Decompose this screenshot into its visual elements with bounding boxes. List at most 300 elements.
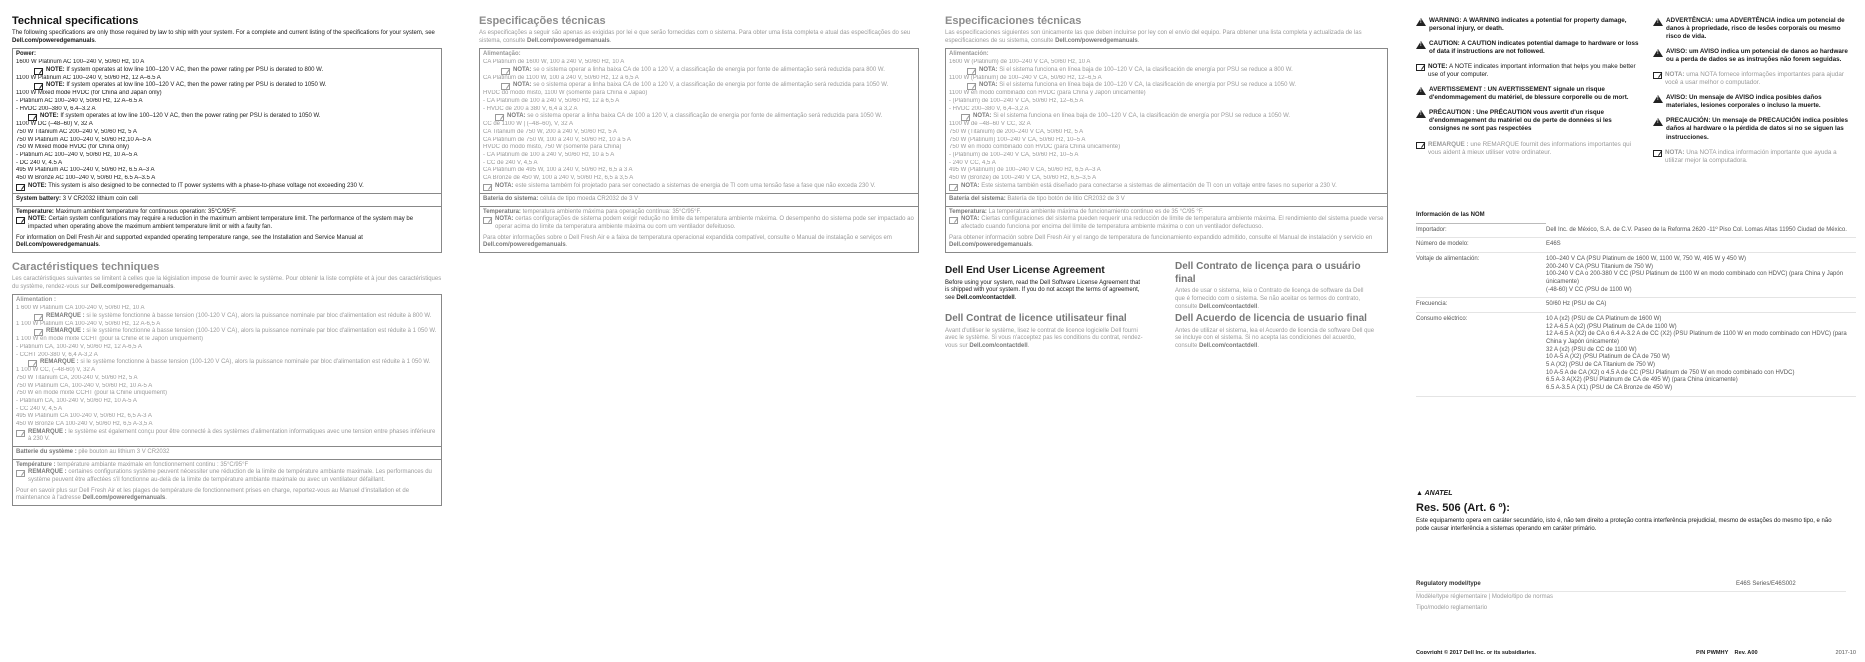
note-body [46, 82, 327, 90]
power-note [16, 82, 438, 90]
note-body [507, 113, 882, 121]
note-label: NOTE: [46, 82, 65, 89]
power-line: - HVDC 200–380 V, 6,4–3,2 A [949, 105, 1029, 112]
notice-text: Una NOTA indica información importante que ayuda a utilizar mejor la computadora. [1665, 148, 1837, 164]
note-icon [34, 314, 43, 321]
note-body [40, 359, 430, 367]
notice-row [1653, 71, 1853, 87]
note-body [513, 82, 888, 90]
note-icon [483, 184, 492, 191]
power-line: 1 100 W en mode mixte CCHT (pour la Chine et le Japon uniquement) [16, 336, 203, 343]
note-label: REMARQUE : [28, 469, 67, 476]
battery-section [480, 194, 918, 207]
note-body [495, 183, 875, 191]
notice-label: PRECAUCIÓN: Un mensaje de PRECAUCIÓN indica posibles daños al hardware o la pérdida de datos si no se siguen las instrucciones. [1666, 117, 1848, 141]
power-line: - HVDC 200–380 V, 6.4–3.2 A [16, 105, 96, 112]
temperature-note [949, 216, 1384, 231]
power-line: 750 W Titanium AC 200–240 V, 50/60 Hz, 5 A [16, 129, 137, 136]
power-label: Alimentação: [483, 51, 521, 58]
eula-block [1175, 259, 1375, 312]
intro-text: Las especificaciones siguientes son únicamente las que deben incluirse por ley con el envío del equipo. Para obtener una lista completa y actualizada de las especificaciones de su sistema, consulte [945, 30, 1362, 44]
eula-text: Antes de usar o sistema, leia o Contrato de licença de software da Dell que é fornecido com o sistema. Se não aceitar os termos do contrato, consulte Dell.com/contactdell. [1175, 288, 1364, 310]
notice-row [1653, 17, 1853, 41]
power-line: 750 W Platinum AC 100–240 V, 50/60 Hz,10 A–5 A [16, 136, 152, 143]
power-line: - Platinum CA, 100-240 V, 50/60 Hz, 12 A-6,5 A [16, 343, 142, 350]
note-text: se o sistema operar a linha baixa CA de 100 a 120 V, a classificação de energia por fonte de alimentação será reduzida para 1050 W. [527, 113, 883, 120]
power-note [16, 359, 438, 367]
notice-text: A NOTE indicates important information that helps you make better use of your computer. [1428, 63, 1636, 79]
regulatory-label: Regulatory model/type [1416, 581, 1481, 587]
note-label: NOTA: [979, 82, 998, 89]
note-icon [16, 470, 25, 477]
note-body [46, 67, 323, 75]
note-text: certas configurações de sistema podem exigir redução no limite da temperatura ambiente máxima. O desempenho do sistema pode ser impactado ao operar acima do limite da temperatura ambiente máxima ou com um ventilador defeituoso. [495, 216, 914, 230]
note-label: NOTA: [513, 82, 532, 89]
nom-value-line: 10 A-5 A (X2) (PSU Platinum de CA de 750 W) [1546, 354, 1670, 361]
nom-table [1416, 209, 1856, 397]
power-note [483, 82, 915, 90]
contact-link[interactable]: Dell.com/contactdell [1199, 303, 1258, 310]
nom-value-line: 12 A-6.5 A (X2) de CA o 6.4 A-3.2 A de CC (X2) (PSU Platinum de 1100 W en modo combinado con HDVC) (para China y Japón únicamente) [1546, 331, 1847, 346]
eula-title: Dell Acuerdo de licencia de usuario final [1175, 312, 1367, 324]
power-line: 495 W Platinum AC 100–240 V, 50/60 Hz, 6.5 A–3 A [16, 167, 155, 174]
spec-table [12, 294, 442, 506]
manuals-link[interactable]: Dell.com/poweredgemanuals [12, 37, 95, 44]
regulatory-section [1416, 579, 1846, 615]
temperature-text: température ambiante maximale en fonctionnement continu : 35°C/95°F [57, 461, 249, 468]
note-text: este sistema também foi projetado para ser conectado a sistemas de energia de TI com uma tensão fase a fase que não exceda 230 V. [515, 182, 876, 189]
note-text: If system operates at low line 100–120 V AC, then the power rating per PSU is derated to 800 W. [66, 66, 324, 73]
spec-intro: Las especificaciones siguientes son únicamente las que deben incluirse por ley con el envío del equipo. Para obtener una lista completa y actualizada de las especificaciones de su sistema, consulte Dell.com/poweredgemanuals. [945, 30, 1362, 44]
power-line: - (Platinum) de 100–240 V CA, 50/60 Hz, 12–6,5 A [949, 98, 1084, 105]
note-label: NOTE: [28, 216, 47, 223]
eula-body: Avant d'utiliser le système, lisez le contrat de licence logicielle Dell fourni avec le système. Si vous n'acceptez pas les conditions du contrat, rendez-vous sur [945, 327, 1143, 349]
eula-body: Before using your system, read the Dell Software License Agreement that is shipped with your system. If you do not accept the terms of agreement, see [945, 279, 1141, 301]
notice-label: NOTA: [1665, 148, 1685, 156]
power-line: - CC de 240 V, 4,5 A [483, 159, 538, 166]
notice-label: AVISO: Un mensaje de AVISO indica posibles daños materiales, lesiones corporales o incluso la muerte. [1666, 94, 1822, 110]
power-note [16, 183, 438, 191]
anatel-text: Este equipamento opera em caráter secundário, isto é, não tem direito a proteção contra interferência prejudicial, mesmo de estações do mesmo tipo, e não pode causar interferência a sistemas operando em caráter primário. [1416, 518, 1832, 532]
eula-block [945, 263, 1145, 303]
notice-row [1416, 141, 1641, 157]
manuals-link[interactable]: Dell.com/poweredgemanuals [90, 283, 174, 290]
note-label: NOTA: [495, 182, 514, 189]
power-line: CC de 1100 W | (–48–60), V, 32 A [483, 121, 573, 128]
temperature-note [16, 469, 438, 484]
nom-value-line: (-48-60) V CC (PSU de 1100 W) [1546, 286, 1632, 293]
spec-block-en [12, 14, 442, 253]
notice-label: PRÉCAUTION : Une PRÉCAUTION vous avertit d'un risque d'endommagement du matériel ou de perte de données si les consignes ne sont pas respectées [1429, 109, 1612, 133]
warning-icon [1416, 110, 1426, 118]
temperature-label: Température : [16, 461, 56, 468]
regulatory-sub1: Modèle/type réglementaire | Modelo/tipo de normas [1416, 593, 1553, 600]
power-section [13, 49, 441, 193]
temperature-section [480, 207, 918, 252]
power-line: - HVDC de 200 a 380 V, 6,4 a 3,2 A [483, 105, 578, 112]
fresh-air-info: Pour en savoir plus sur Dell Fresh Air et les plages de température de fonctionnement prises en charge, reportez-vous au Manuel d'installation et de maintenance à l'adresse Dell.com/poweredgemanuals. [16, 487, 410, 502]
power-note [16, 67, 438, 75]
note-text: se o sistema operar a linha baixa CA de 100 a 120 V, a classificação de energia por fonte de alimentação será reduzida para 1050 W. [533, 82, 889, 89]
power-line: 750 W Platinum CA, 100-240 V, 50/60 Hz, 10 A-5 A [16, 382, 153, 389]
warning-icon [1416, 18, 1426, 26]
temperature-section [946, 207, 1387, 252]
eula-text: Before using your system, read the Dell Software License Agreement that is shipped with your system. If you do not accept the terms of agreement, see Dell.com/contactdell. [945, 279, 1141, 301]
note-icon [34, 83, 43, 90]
note-body [979, 67, 1293, 75]
notice-row [1416, 109, 1641, 133]
nom-value-line: 100–240 V CA (PSU Platinum de 1600 W, 1100 W, 750 W, 495 W y 450 W) [1546, 256, 1746, 263]
warning-icon [1416, 41, 1426, 49]
power-line: 1600 W (Platinum) de 100–240 V CA, 50/60 Hz, 10 A [949, 59, 1091, 66]
note-icon [501, 68, 510, 75]
eula-text: Avant d'utiliser le système, lisez le contrat de licence logicielle Dell fourni avec le système. Si vous n'acceptez pas les conditions du contrat, rendez-vous sur Dell.com/contactdell. [945, 327, 1143, 349]
notice-label: NOTE: [1428, 63, 1448, 71]
manuals-link[interactable]: Dell.com/poweredgemanuals [1055, 37, 1138, 44]
part-number [1696, 650, 1816, 654]
power-line: CA Platinum de 1600 W, 100 a 240 V, 50/60 Hz, 10 A [483, 59, 625, 66]
warning-icon [1653, 118, 1663, 126]
nom-value-line: 10 A-5 A de CA (X2) o 4.5 A de CC (PSU Platinum de 750 W en modo combinado con HVDC) [1546, 369, 1795, 376]
note-text: If system operates at low line 100–120 V AC, then the power rating per PSU is derated to 1050 W. [66, 82, 327, 89]
note-body [973, 113, 1290, 121]
power-section [480, 49, 918, 193]
anatel-logo [1416, 490, 1846, 499]
note-body [979, 82, 1296, 90]
nom-key: Importador: [1416, 226, 1447, 233]
temperature-text: temperatura ambiente máxima para operação contínua: 35°C/95°F. [522, 208, 702, 215]
note-label: NOTA: [507, 113, 526, 120]
column-2 [479, 14, 919, 654]
power-line: CA Titanium de 750 W, 200 a 240 V, 50/60 Hz, 5 A [483, 129, 617, 136]
note-icon [967, 83, 976, 90]
notice-text: uma NOTA fornece informações importantes para ajudar você a usar melhor o computador. [1665, 71, 1844, 87]
note-text: le système est également conçu pour être connecté à des systèmes d'alimentation informatiques avec une tension entre phases inférieure à 230 V. [28, 428, 436, 443]
nom-row [1416, 313, 1856, 397]
note-text: se o sistema operar a linha baixa CA de 100 a 120 V, a classificação de energia por fonte de alimentação será reduzida para 800 W. [533, 66, 885, 73]
power-line: 1100 W de –48–60 V CC, 32 A [949, 121, 1031, 128]
power-note [16, 429, 438, 444]
notice-label: AVISO: um AVISO indica um potencial de danos ao hardware ou a perda de dados se as instruções não forem seguidas. [1666, 48, 1848, 64]
nom-row [1416, 253, 1856, 298]
warnings-right [1653, 17, 1853, 172]
footer [1416, 650, 1856, 654]
nom-value [1546, 241, 1856, 249]
battery-text: 3 V CR2032 lithium coin cell [62, 195, 138, 202]
spec-title: Caractéristiques techniques [12, 260, 160, 273]
power-line: 750 W (Platinum) 100–240 V CA, 50/60 Hz, 10–5 A [949, 136, 1086, 143]
nom-value-line: 6.5 A-3 A(X2) (PSU Platinum de CA de 495 W) (para China únicamente) [1546, 377, 1738, 384]
temperature-note [483, 216, 915, 231]
warning-icon [1653, 95, 1663, 103]
note-text: si le système fonctionne à basse tension (100-120 V CA), alors la puissance nominale par bloc d'alimentation est réduite à 1 050 W. [80, 359, 431, 366]
power-note [949, 67, 1384, 75]
note-label: NOTE: [46, 66, 65, 73]
note-icon [1416, 64, 1425, 71]
power-line: 1 100 W Platinum CA 100-240 V, 50/60 Hz, 12 A-6,5 A [16, 320, 161, 327]
note-icon [949, 184, 958, 191]
temperature-section [13, 460, 441, 505]
power-note [483, 113, 915, 121]
power-note [483, 183, 915, 191]
power-line: 1 100 W CC, (–48-60) V, 32 A [16, 367, 96, 374]
power-line: 750 W (Titanium) de 200–240 V CA, 50/60 Hz, 5 A [949, 129, 1084, 136]
note-text: si le système fonctionne à basse tension (100-120 V CA), alors la puissance nominale par bloc d'alimentation est réduite à 1 050 W. [86, 328, 437, 335]
regulatory-value: E46S Series/E46S002 [1736, 581, 1796, 587]
note-body [46, 328, 436, 336]
notice-label: REMARQUE : [1428, 140, 1469, 148]
note-icon [1653, 150, 1662, 157]
notice-text: une REMARQUE fournit des informations importantes qui vous aident à mieux utiliser votre ordinateur. [1428, 140, 1631, 156]
note-icon [34, 68, 43, 75]
regulatory-sub2: Tipo/modelo reglamentario [1416, 605, 1488, 612]
power-line: 750 W Mixed mode HVDC (for China only) [16, 144, 130, 151]
note-icon [961, 114, 970, 121]
nom-row [1416, 298, 1856, 313]
power-line: - CCHT 200-380 V, 6,4 A-3,2 A [16, 351, 98, 358]
eula-block [945, 311, 1145, 351]
note-text: si le système fonctionne à basse tension (100-120 V CA), alors la puissance nominale par bloc d'alimentation est réduite à 800 W. [86, 312, 432, 319]
spec-title: Especificaciones técnicas [945, 15, 1082, 27]
nom-value-line: 32 A (x2) (PSU de CC de 1100 W) [1546, 346, 1637, 353]
copyright: Copyright © 2017 Dell Inc. or its subsidiaries. [1416, 650, 1537, 654]
nom-value-line: 6.5 A-3.5 A (X1) (PSU de CA Bronze de 450 W) [1546, 385, 1673, 392]
power-line: - 240 V CC, 4,5 A [949, 159, 996, 166]
nom-value [1546, 316, 1856, 393]
regulatory-row [1416, 579, 1846, 592]
nom-value [1546, 301, 1856, 309]
note-icon [28, 114, 37, 121]
nom-value [1546, 256, 1856, 294]
warning-icon [1416, 87, 1426, 95]
note-text: Ciertas configuraciones del sistema pueden requerir una reducción de límite de temperatura ambiente máxima. El rendimiento del sistema puede verse afectado cuando funciona por encima del límite de temperatura ambiente máxima o con un ventilador defectuoso. [961, 216, 1384, 230]
rev-text: Rev. A00 [1734, 650, 1758, 654]
notice-row [1416, 86, 1641, 102]
note-body [46, 313, 431, 321]
nom-value-line: Dell Inc. de México, S.A. de C.V. Paseo de la Reforma 2620 -11º Piso Col. Lomas Altas 11950 Ciudad de México. [1546, 226, 1847, 233]
battery-text: Batería de tipo botón de litio CR2032 de 3 V [1007, 195, 1125, 202]
nom-value-line: 100-240 V CA o 200-380 V CC (PSU Platinum de 1100 W en modo combinado con HDVC) (para China y Japón únicamente) [1546, 271, 1844, 286]
spec-intro: As especificações a seguir são apenas as exigidas por lei e que serão fornecidas com o sistema. Para obter uma lista completa e atual das especificações do seu sistema, consulte Dell.com/poweredgemanuals. [479, 30, 911, 44]
manuals-link[interactable]: Dell.com/poweredgemanuals [527, 37, 610, 44]
fresh-air-info: Para obter informações sobre o Dell Fresh Air e a faixa de temperatura operacional expandida compatível, consulte o Manual de instalação e serviços em Dell.com/poweredgemanuals. [483, 234, 892, 249]
eula-section [945, 260, 1388, 393]
note-text: If system operates at low line 100–120 V AC, then the power rating per PSU is derated to 1050 W. [60, 113, 321, 120]
temperature-note [16, 216, 438, 231]
power-line: 1600 W Platinum AC 100–240 V, 50/60 Hz, 10 A [16, 59, 145, 66]
battery-text: pile bouton au lithium 3 V CR2032 [78, 449, 170, 456]
eula-title: Dell Contrato de licença para o usuário final [1175, 260, 1361, 285]
note-label: NOTA: [961, 182, 980, 189]
note-body [40, 113, 321, 121]
intro-text: As especificações a seguir são apenas as exigidas por lei e que serão fornecidas com o sistema. Para obter uma lista completa e atual das especificações do seu sistema, consulte [479, 30, 911, 44]
fresh-air-text: Pour en savoir plus sur Dell Fresh Air et les plages de température de fonctionnement prises en charge, reportez-vous au Manuel d'installation et de maintenance à l'adresse [16, 487, 410, 502]
note-icon [28, 360, 37, 367]
note-icon [949, 217, 958, 224]
nom-value-line: 10 A (x2) (PSU de CA Platinum de 1600 W) [1546, 316, 1662, 323]
nom-value-line: 5 A (X2) (PSU de CA Titanium de 750 W) [1546, 362, 1656, 369]
battery-label: Bateria do sistema: [483, 195, 539, 202]
note-text: Certain system configurations may require a reduction in the maximum ambient temperature limit. The performance of the system may be impacted when operating above the maximum ambient temperature limit or with a faulty fan. [28, 216, 414, 230]
note-label: REMARQUE : [46, 312, 85, 319]
power-line: 495 W (Platinum) de 100–240 V CA, 50/60 Hz, 6,5 A–3 A [949, 167, 1101, 174]
note-icon [501, 83, 510, 90]
manuals-link[interactable]: Dell.com/poweredgemanuals [16, 242, 99, 249]
anatel-title: Res. 506 (Art. 6 º): [1416, 501, 1510, 514]
nom-key: Frecuencia: [1416, 301, 1448, 308]
print-date: 2017-10 [1835, 650, 1856, 654]
note-icon [967, 68, 976, 75]
manuals-link[interactable]: Dell.com/poweredgemanuals [949, 242, 1032, 249]
note-text: Si el sistema funciona en línea baja de 100–120 V CA, la clasificación de energía por PSU se reduce a 1050 W. [993, 113, 1291, 120]
anatel-logo-text: ANATEL [1424, 490, 1453, 497]
note-text: Este sistema también está diseñado para conectarse a sistemas de alimentación de TI con un voltaje entre fases no superior a 230 V. [981, 182, 1337, 189]
battery-text: célula de tipo moeda CR2032 de 3 V [540, 195, 639, 202]
nom-header: Información de las NOM [1416, 209, 1546, 224]
power-line: - Platinum AC 100–240 V, 50/60 Hz, 10 A–5 A [16, 152, 138, 159]
note-icon [16, 217, 25, 224]
nom-row [1416, 238, 1856, 253]
power-line: 450 W Bronze CA 100-240 V, 50/60 Hz, 6,5 A-3,5 A [16, 421, 153, 428]
power-line: 450 W Bronze AC 100–240 V, 50/60 Hz, 6.5 A–3.5 A [16, 175, 156, 182]
note-icon [16, 430, 25, 437]
column-3 [945, 14, 1388, 654]
power-line: CA Platinum de 495 W, 100 a 240 V, 50/60 Hz, 6,5 a 3 A [483, 167, 633, 174]
power-line: 495 W Platinum CA 100-240 V, 50/60 Hz, 6,5 A-3 A [16, 413, 152, 420]
note-label: NOTA: [961, 216, 980, 223]
spec-table [945, 48, 1388, 252]
warning-icon [1653, 18, 1663, 26]
power-line: 750 W en mode mixte CCHT (pour la Chine uniquement) [16, 390, 167, 397]
spec-title: Especificações técnicas [479, 15, 606, 27]
power-note [949, 82, 1384, 90]
notice-row [1653, 117, 1853, 141]
power-line: - DC 240 V, 4.5 A [16, 159, 63, 166]
battery-section [946, 194, 1387, 207]
power-note [949, 183, 1384, 191]
nom-key: Número de modelo: [1416, 241, 1469, 248]
power-section [946, 49, 1387, 193]
note-body [513, 67, 885, 75]
battery-label: Batterie du système : [16, 449, 77, 456]
power-note [949, 113, 1384, 121]
note-icon [495, 114, 504, 121]
note-body [961, 183, 1337, 191]
manuals-link[interactable]: Dell.com/poweredgemanuals [483, 242, 566, 249]
power-line: 1 600 W Platinum CA 100-240 V, 50/60 Hz, 10 A [16, 304, 145, 311]
contact-link[interactable]: Dell.com/contactdell [1199, 343, 1258, 349]
spec-intro: The following specifications are only those required by law to ship with your system. For a complete and current listing of the specifications for your system, see Dell.com/poweredgemanuals. [12, 30, 435, 44]
notice-row [1653, 94, 1853, 110]
notice-label: CAUTION: A CAUTION indicates potential damage to hardware or loss of data if instructions are not followed. [1429, 40, 1639, 56]
eula-title: Dell End User License Agreement [945, 264, 1105, 276]
spec-intro: Les caractéristiques suivantes se limitent à celles que la législation impose de fournir avec le système. Pour obtenir la liste complète et à jour des caractéristiques du système, rendez-vous sur Dell.com/poweredgemanuals. [12, 275, 442, 290]
battery-section [13, 447, 441, 460]
note-text: This system is also designed to be connected to IT power systems with a phase-to-phase voltage not exceeding 230 V. [48, 182, 364, 189]
fresh-air-info: For information on Dell Fresh Air and supported expanded operating temperature range, see the Installation and Service Manual at Dell.com/poweredgemanuals. [16, 234, 363, 249]
spec-block-es [945, 14, 1388, 253]
nom-key: Consumo eléctrico: [1416, 316, 1468, 323]
eula-body: Antes de usar o sistema, leia o Contrato de licença de software da Dell que é fornecido com o sistema. Se não aceitar os termos do contrato, consulte [1175, 288, 1364, 310]
warning-icon [1653, 49, 1663, 57]
manuals-link[interactable]: Dell.com/poweredgemanuals [82, 495, 166, 502]
battery-label: System battery: [16, 195, 62, 202]
fresh-air-text: For information on Dell Fresh Air and supported expanded operating temperature range, see the Installation and Service Manual at [16, 234, 363, 241]
fresh-air-info: Para obtener información sobre Dell Fresh Air y el rango de temperatura de funcionamiento expandido admitido, consulte el Manual de instalación y servicio en Dell.com/poweredgemanuals. [949, 234, 1373, 249]
nom-row [1416, 224, 1856, 239]
temperature-label: Temperatura: [483, 208, 521, 215]
spec-table [479, 48, 919, 252]
power-note [16, 113, 438, 121]
pn-text: P/N PWMHY [1696, 650, 1729, 654]
temperature-text: Maximum ambient temperature for continuous operation: 35°C/95°F. [55, 208, 237, 215]
battery-label: Batería del sistema: [949, 195, 1006, 202]
spec-title: Technical specifications [12, 15, 139, 27]
temperature-section [13, 207, 441, 252]
temperature-label: Temperatura: [949, 208, 987, 215]
note-body [28, 429, 438, 444]
note-icon [1416, 142, 1425, 149]
nom-value-line: 50/60 Hz (PSU de CA) [1546, 301, 1607, 308]
power-line: 750 W en modo combinado con HVDC (para China únicamente) [949, 144, 1121, 151]
note-label: NOTA: [979, 66, 998, 73]
power-note [16, 328, 438, 336]
note-label: NOTA: [973, 113, 992, 120]
fresh-air-text: Para obter informações sobre o Dell Fresh Air e a faixa de temperatura operacional expandida compatível, consulte o Manual de instalação e serviços em [483, 234, 892, 241]
contact-link[interactable]: Dell.com/contactdell [956, 295, 1015, 301]
anatel-section [1416, 490, 1846, 533]
nom-value-line: 200-240 V CA (PSU Titanium de 750 W) [1546, 263, 1654, 270]
note-label: NOTE: [28, 182, 47, 189]
power-section [13, 295, 441, 447]
power-line: CA Platinum de 1100 W, 100 a 240 V, 50/60 Hz, 12 a 6,5 A [483, 74, 639, 81]
power-line: 450 W (Bronze) de 100–240 V CA, 50/60 Hz, 6,5–3,5 A [949, 175, 1097, 182]
power-line: HVDC do modo misto, 1100 W (somente para China e Japão) [483, 90, 648, 97]
power-line: - Platinum AC 100–240 V, 50/60 Hz, 12 A–6.5 A [16, 98, 143, 105]
note-label: NOTE: [40, 113, 59, 120]
note-text: certaines configurations système peuvent nécessiter une réduction de la limite de température ambiante maximale. Les performances du système peuvent être affectées s'il fonctionne au-delà de la limite de température ambiante maximale ou avec un ventilateur défaillant. [28, 469, 432, 484]
power-note [483, 67, 915, 75]
note-icon [34, 329, 43, 336]
power-line: 750 W Titanium CA, 200-240 V, 50/60 Hz, 5 A [16, 374, 138, 381]
eula-text: Antes de utilizar el sistema, lea el Acuerdo de licencia de software Dell que se incluye con el sistema. Si no acepta las condiciones del acuerdo, consulte Dell.com/contactdell. [1175, 327, 1375, 349]
fresh-air-text: Para obtener información sobre Dell Fresh Air y el rango de temperatura de funcionamiento expandido admitido, consulte el Manual de instalación y servicio en [949, 234, 1373, 241]
note-icon [1653, 72, 1662, 79]
nom-key: Voltaje de alimentación: [1416, 256, 1480, 263]
power-line: - Platinum CA, 100-240 V, 50/60 Hz, 10 A-5 A [16, 398, 137, 404]
power-line: - CA Platinum de 100 a 240 V, 50/60 Hz, 10 a 5 A [483, 152, 615, 159]
power-line: 1100 W DC (–48–60) V, 32 A [16, 121, 93, 128]
power-line: CA Platinum de 750 W, 100 a 240 V, 50/60 Hz, 10 a 5 A [483, 136, 631, 143]
power-line: 1100 W Mixed mode HVDC (for China and Japan only) [16, 90, 162, 97]
note-label: REMARQUE : [46, 328, 85, 335]
power-label: Alimentación: [949, 51, 989, 58]
notice-label: ADVERTÊNCIA: uma ADVERTÊNCIA indica um potencial de danos à propriedade, risco de lesões corporais ou mesmo risco de vida. [1666, 17, 1845, 41]
power-line: - CA Platinum de 100 a 240 V, 50/60 Hz, 12 a 6,5 A [483, 98, 620, 105]
power-label: Power: [16, 51, 37, 58]
notice-row [1416, 40, 1641, 56]
column-4 [1408, 14, 1856, 654]
power-line: HVDC do modo misto, 750 W (somente para China) [483, 144, 622, 151]
nom-value-line: 12 A-6.5 A (x2) (PSU Platinum de CA de 1100 W) [1546, 323, 1677, 330]
battery-section [13, 194, 441, 207]
notice-row [1416, 63, 1641, 79]
note-body [28, 183, 364, 191]
power-line: 1100 W Platinum AC 100–240 V, 50/60 Hz, 12 A–6.5 A [16, 74, 161, 81]
contact-link[interactable]: Dell.com/contactdell [969, 343, 1028, 349]
nom-value [1546, 227, 1856, 235]
eula-body: Antes de utilizar el sistema, lea el Acuerdo de licencia de software Dell que se incluye con el sistema. Si no acepta las condiciones del acuerdo, consulte [1175, 327, 1375, 349]
